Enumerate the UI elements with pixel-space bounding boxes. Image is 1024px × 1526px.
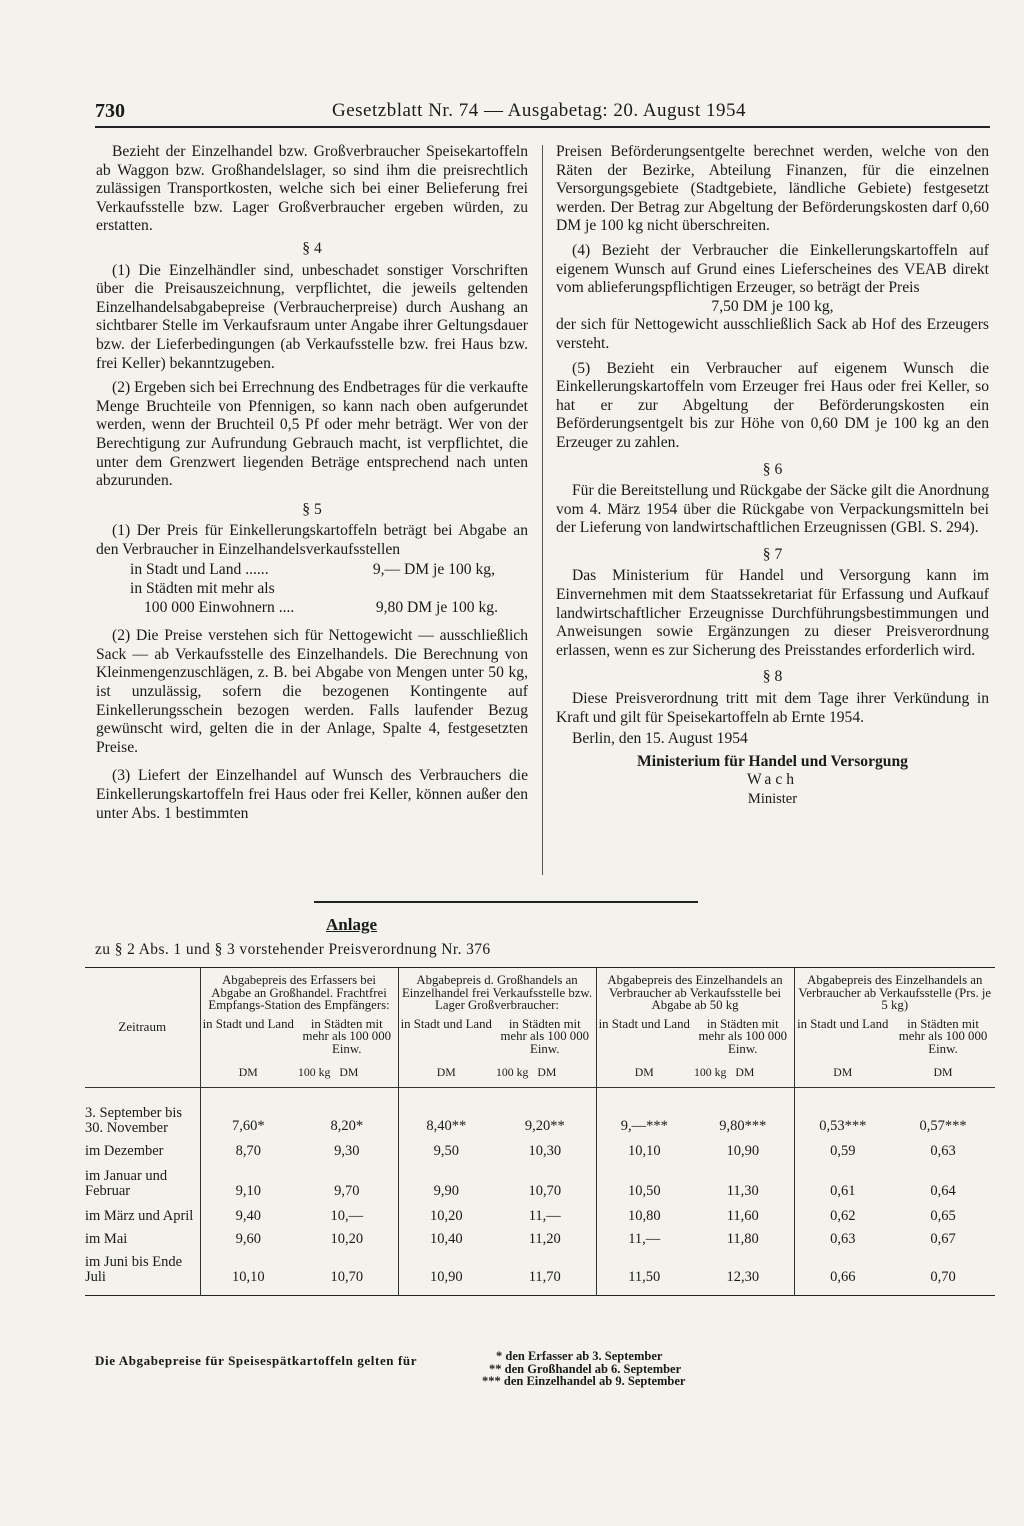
table-cell: 10,90	[726, 1143, 760, 1159]
section-separator	[314, 901, 698, 903]
table-cell: 10,20	[398, 1201, 494, 1226]
unit-label: 100 kg DM	[296, 1058, 398, 1088]
subheader-city-country: in Stadt und Land	[398, 1018, 494, 1058]
signer-name: Wach	[746, 771, 799, 789]
unit-label: DM	[794, 1058, 891, 1088]
column-divider	[542, 145, 543, 875]
table-cell: 10,20	[330, 1231, 364, 1247]
paragraph: (5) Bezieht ein Verbraucher auf eigenem Wunsch die Einkellerungskartoffeln vom Erzeuger frei Haus oder frei Keller, so hat er zur Abgeltung der Beförderungskosten ein Beförderungsentgelt bis zur Höhe von 0,60 DM je 100 kg an den Erzeuger zu zahlen.	[556, 359, 989, 451]
price-line: 7,50 DM je 100 kg,	[711, 297, 834, 315]
paragraph: (3) Liefert der Einzelhandel auf Wunsch des Verbrauchers die Einkellerungskartoffeln frei Haus oder frei Keller, können außer den unter Abs. 1 bestimmten	[96, 767, 528, 822]
table-cell: 0,63	[930, 1143, 956, 1159]
unit-label: 100 kg DM	[494, 1058, 596, 1088]
unit-label: 100 kg DM	[692, 1058, 794, 1088]
table-cell: 8,40**	[398, 1088, 494, 1137]
table-cell: 10,80	[596, 1201, 692, 1226]
paragraph: Diese Preisverordnung tritt mit dem Tage ihrer Verkündung in Kraft und gilt für Speisekartoffeln ab Ernte 1954.	[556, 690, 989, 726]
paragraph: Bezieht der Einzelhandel bzw. Großverbraucher Speisekartoffeln ab Waggon bzw. Großhandelslager, so sind ihm die preisrechtlich zulässigen Transportkosten, welche sich bei einer Belieferung frei Verkaufsstelle bzw. Lager Großverbraucher ergeben würden, zu erstatten.	[96, 143, 528, 235]
subheader-large-cities: in Städten mit mehr als 100 000 Einw.	[698, 1016, 787, 1056]
table-cell: 0,67	[930, 1231, 956, 1247]
section-heading: § 6	[762, 460, 783, 478]
footnote-list	[482, 1350, 686, 1388]
table-row	[85, 1201, 995, 1226]
table-row	[85, 1136, 995, 1161]
table-cell: 7,60*	[200, 1088, 296, 1137]
column-group-header: Abgabepreis des Erfassers bei Abgabe an Großhandel. Frachtfrei Empfangs-Station des Empfängers:	[200, 968, 398, 1018]
right-column	[556, 143, 989, 809]
price-line: in Städten mit mehr als	[130, 580, 275, 598]
price-line: in Stadt und Land ...... 9,— DM je 100 kg,	[130, 561, 495, 579]
table-cell: 10,90	[398, 1249, 494, 1296]
paragraph: (2) Ergeben sich bei Errechnung des Endbetrages für die verkaufte Menge Bruchteile von Pfennigen, so kann nach oben aufgerundet werden, wenn der Bruchteil 0,5 Pf oder mehr beträgt. Wer von der Berechtigung zur Aufrundung Gebrauch macht, ist verpflichtet, die unter dem Grenzwert liegenden Beträge entsprechend nach unten abzurunden.	[96, 379, 528, 490]
table-cell: 0,59	[794, 1136, 891, 1161]
paragraph: Für die Bereitstellung und Rückgabe der Säcke gilt die Anordnung vom 4. März 1954 über die Rückgabe von Verpackungsmitteln bei der Lieferung von landwirtschaftlichen Erzeugnissen (GBl. S. 294).	[556, 482, 989, 537]
paragraph: Das Ministerium für Handel und Versorgung kann im Einvernehmen mit dem Staatssekretariat für Erfassung und Aufkauf landwirtschaftlicher Erzeugnisse Durchführungsbestimmungen und Anweisungen sowie Ergänzungen zu dieser Preisverordnung erlassen, wenn es zur Sicherung des Preisstandes erforderlich wird.	[556, 567, 989, 659]
table-cell: 0,66	[794, 1249, 891, 1296]
table-cell: 10,40	[398, 1226, 494, 1249]
table-row	[85, 1088, 995, 1137]
unit-label: DM	[200, 1058, 296, 1088]
section-heading: § 4	[302, 239, 322, 257]
table-row	[85, 1249, 995, 1296]
paragraph: der sich für Nettogewicht ausschließlich Sack ab Hof des Erzeugers versteht.	[556, 316, 989, 352]
column-group-header: Abgabepreis des Einzelhandels an Verbraucher ab Verkaufsstelle bei Abgabe ab 50 kg	[596, 968, 794, 1018]
section-heading: § 5	[302, 500, 322, 518]
ministry-name: Ministerium für Handel und Versorgung	[637, 752, 908, 770]
paragraph: (4) Bezieht der Verbraucher die Einkellerungskartoffeln auf eigenem Wunsch auf Grund eines Lieferscheines des VEAB direkt vom ablieferungspflichtigen Erzeuger, so beträgt der Preis	[556, 241, 989, 297]
subheader-large-cities: in Städten mit mehr als 100 000 Einw.	[898, 1016, 988, 1056]
unit-label: DM	[596, 1058, 692, 1088]
page-number: 730	[95, 100, 125, 122]
table-unit-row	[85, 1058, 995, 1088]
table-row	[85, 1161, 995, 1201]
table-cell: 8,20*	[330, 1118, 364, 1134]
appendix-title: Anlage	[326, 915, 377, 934]
page-title: Gesetzblatt Nr. 74 — Ausgabetag: 20. August 1954	[332, 100, 746, 121]
table-cell: 10,50	[596, 1161, 692, 1201]
period-label: 3. September bis 30. November	[85, 1105, 183, 1136]
table-cell: 0,61	[794, 1161, 891, 1201]
period-label: im Mai	[85, 1231, 128, 1247]
subheader-large-cities: in Städten mit mehr als 100 000 Einw.	[500, 1016, 589, 1056]
paragraph: (2) Die Preise verstehen sich für Nettogewicht — ausschließlich Sack — ab Verkaufsstelle des Einzelhandels. Die Berechnung von Kleinmengenzuschlägen, z. B. bei Abgabe von Mengen unter 50 kg, ist unzulässig, sofern die bezogenen Kontingente auf Einkellerungsschein bezogen werden. Falls laufender Bezug gewünscht wird, gelten die in der Anlage, Spalte 4, festgesetzten Preise.	[96, 627, 528, 756]
period-label: im Juni bis Ende Juli	[85, 1254, 183, 1285]
period-label: im Dezember	[85, 1143, 164, 1159]
table-cell: 11,30	[726, 1183, 759, 1199]
table-cell: 11,—	[596, 1226, 692, 1249]
subheader-city-country: in Stadt und Land	[794, 1018, 891, 1058]
table-header-row	[85, 968, 995, 1018]
table-cell: 9,80***	[719, 1118, 767, 1134]
table-subheader-row	[85, 1018, 995, 1058]
table-cell: 0,53***	[794, 1088, 891, 1137]
table-cell: 9,30	[334, 1143, 360, 1159]
table-cell: 0,57***	[919, 1118, 967, 1134]
paragraph: (1) Der Preis für Einkellerungskartoffeln beträgt bei Abgabe an den Verbraucher in Einzelhandelsverkaufsstellen	[96, 522, 528, 558]
table-cell: 11,—	[528, 1208, 561, 1224]
table-row	[85, 1226, 995, 1249]
zeitraum-header: Zeitraum	[85, 968, 200, 1088]
table-cell: 0,62	[794, 1201, 891, 1226]
table-cell: 11,80	[726, 1231, 759, 1247]
paragraph: Preisen Beförderungsentgelte berechnet werden, welche von den Räten der Bezirke, Abteilung Finanzen, für die einzelnen Versorgungsgebiete (Stadtgebiete, ländliche Gebiete) festgesetzt werden. Der Betrag zur Abgeltung der Beförderungskosten darf 0,60 DM je 100 kg nicht überschreiten.	[556, 143, 989, 235]
left-column	[96, 143, 528, 823]
table-cell: 9,90	[398, 1161, 494, 1201]
table-cell: 0,65	[930, 1208, 956, 1224]
signer-role: Minister	[747, 791, 798, 807]
table-cell: 0,63	[794, 1226, 891, 1249]
table-cell: 10,10	[200, 1249, 296, 1296]
section-heading: § 8	[762, 668, 783, 686]
page-header	[95, 100, 990, 128]
footnote-item: *** den Einzelhandel ab 9. September	[482, 1374, 686, 1388]
footnote-intro: Die Abgabepreise für Speisespätkartoffeln gelten für	[95, 1353, 418, 1368]
price-table	[85, 967, 995, 1298]
table-cell: 10,70	[528, 1183, 562, 1199]
table-cell: 9,40	[200, 1201, 296, 1226]
table-cell: 9,—***	[596, 1088, 692, 1137]
column-group-header: Abgabepreis des Einzelhandels an Verbraucher ab Verkaufsstelle (Prs. je 5 kg)	[794, 968, 995, 1018]
table-cell: 0,64	[930, 1183, 956, 1199]
paragraph: (1) Die Einzelhändler sind, unbeschadet sonstiger Vorschriften über die Preisauszeichnung, verpflichtet, die jeweils geltenden Einzelhandelsabgabepreise (Verbraucherpreise) durch Aushang an sichtbarer Stelle im Verkaufsraum unter Angabe ihrer Geltungsdauer bzw. der Lieferbedingungen (ab Verkaufsstelle bzw. frei Haus bzw. frei Keller) bekanntzugeben.	[96, 261, 528, 372]
signature-block	[556, 753, 989, 809]
price-line: 100 000 Einwohnern .... 9,80 DM je 100 kg.	[144, 598, 498, 616]
subheader-large-cities: in Städten mit mehr als 100 000 Einw.	[302, 1016, 391, 1056]
table-cell: 10,—	[330, 1208, 364, 1224]
table-cell: 10,30	[528, 1143, 562, 1159]
table-cell: 11,60	[726, 1208, 759, 1224]
section-heading: § 7	[762, 545, 783, 563]
date-line: Berlin, den 15. August 1954	[572, 730, 748, 748]
table-cell: 0,70	[930, 1269, 956, 1285]
table-bottom-rule	[85, 1296, 995, 1298]
period-label: im März und April	[85, 1208, 194, 1224]
unit-label: DM	[891, 1058, 995, 1088]
table-cell: 10,10	[596, 1136, 692, 1161]
table-cell: 9,20**	[524, 1118, 565, 1134]
table-cell: 8,70	[200, 1136, 296, 1161]
subheader-city-country: in Stadt und Land	[596, 1018, 692, 1058]
column-group-header: Abgabepreis d. Großhandels an Einzelhandel frei Verkaufsstelle bzw. Lager Großverbraucher:	[398, 968, 596, 1018]
unit-label: DM	[398, 1058, 494, 1088]
period-label: im Januar und Februar	[85, 1168, 168, 1199]
table-cell: 9,50	[398, 1136, 494, 1161]
footnote-item: * den Erfasser ab 3. September	[496, 1349, 663, 1363]
table-cell: 10,70	[330, 1269, 364, 1285]
subheader-city-country: in Stadt und Land	[200, 1018, 296, 1058]
table-cell: 9,60	[200, 1226, 296, 1249]
appendix-subtitle: zu § 2 Abs. 1 und § 3 vorstehender Preisverordnung Nr. 376	[95, 941, 491, 958]
footnote-item: ** den Großhandel ab 6. September	[489, 1361, 682, 1376]
table-cell: 9,70	[334, 1183, 360, 1199]
table-cell: 11,70	[528, 1269, 561, 1285]
table-cell: 11,20	[528, 1231, 561, 1247]
table-cell: 12,30	[726, 1269, 760, 1285]
table-cell: 9,10	[200, 1161, 296, 1201]
table-cell: 11,50	[596, 1249, 692, 1296]
